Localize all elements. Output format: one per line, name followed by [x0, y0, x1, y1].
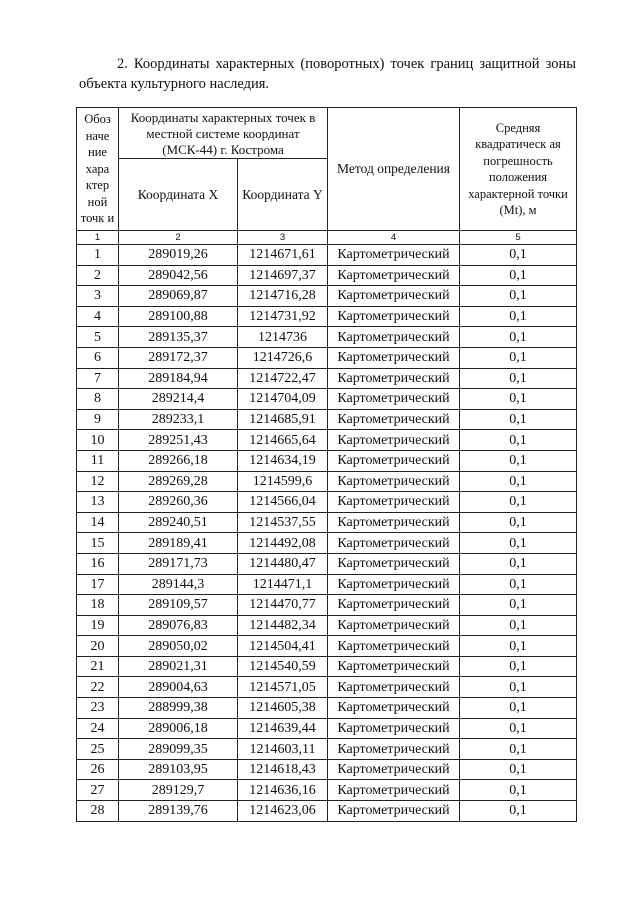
coordinate-x-cell: 289021,31	[119, 656, 238, 677]
method-cell: Картометрический	[328, 780, 460, 801]
mean-error-cell: 0,1	[460, 471, 577, 492]
point-number-cell: 17	[77, 574, 119, 595]
table-row	[77, 409, 577, 430]
table-row	[77, 245, 577, 266]
method-cell: Картометрический	[328, 245, 460, 266]
coordinate-x-cell: 289076,83	[119, 615, 238, 636]
method-cell: Картометрический	[328, 512, 460, 533]
point-number-cell: 3	[77, 286, 119, 307]
point-number-cell: 24	[77, 718, 119, 739]
point-number-cell: 27	[77, 780, 119, 801]
point-number-cell: 18	[77, 595, 119, 616]
table-row	[77, 739, 577, 760]
mean-error-cell: 0,1	[460, 409, 577, 430]
point-number-cell: 19	[77, 615, 119, 636]
coordinate-x-cell: 289050,02	[119, 636, 238, 657]
coordinate-y-cell: 1214540,59	[238, 656, 328, 677]
header-coordinate-y: Координата Y	[238, 159, 328, 231]
mean-error-cell: 0,1	[460, 739, 577, 760]
table-row	[77, 615, 577, 636]
table-row	[77, 430, 577, 451]
point-number-cell: 23	[77, 698, 119, 719]
method-cell: Картометрический	[328, 553, 460, 574]
method-cell: Картометрический	[328, 533, 460, 554]
coordinate-x-cell: 289233,1	[119, 409, 238, 430]
coordinate-y-cell: 1214470,77	[238, 595, 328, 616]
table-row	[77, 471, 577, 492]
method-cell: Картометрический	[328, 615, 460, 636]
coordinate-x-cell: 289019,26	[119, 245, 238, 266]
point-number-cell: 10	[77, 430, 119, 451]
coordinate-x-cell: 289069,87	[119, 286, 238, 307]
coordinate-x-cell: 289129,7	[119, 780, 238, 801]
method-cell: Картометрический	[328, 492, 460, 513]
method-cell: Картометрический	[328, 347, 460, 368]
point-number-cell: 13	[77, 492, 119, 513]
column-number: 4	[328, 231, 460, 245]
point-number-cell: 22	[77, 677, 119, 698]
point-number-cell: 21	[77, 656, 119, 677]
point-number-cell: 16	[77, 553, 119, 574]
point-number-cell: 20	[77, 636, 119, 657]
mean-error-cell: 0,1	[460, 574, 577, 595]
coordinate-y-cell: 1214697,37	[238, 265, 328, 286]
coordinate-x-cell: 289172,37	[119, 347, 238, 368]
mean-error-cell: 0,1	[460, 265, 577, 286]
mean-error-cell: 0,1	[460, 389, 577, 410]
point-number-cell: 5	[77, 327, 119, 348]
mean-error-cell: 0,1	[460, 245, 577, 266]
column-number: 5	[460, 231, 577, 245]
method-cell: Картометрический	[328, 306, 460, 327]
method-cell: Картометрический	[328, 389, 460, 410]
header-coordinates-group: Координаты характерных точек в местной системе координат (МСК-44) г. Кострома	[119, 108, 328, 159]
mean-error-cell: 0,1	[460, 656, 577, 677]
coordinate-x-cell: 289240,51	[119, 512, 238, 533]
coordinate-x-cell: 289139,76	[119, 801, 238, 822]
coordinate-y-cell: 1214736	[238, 327, 328, 348]
point-number-cell: 1	[77, 245, 119, 266]
coordinate-x-cell: 289103,95	[119, 759, 238, 780]
mean-error-cell: 0,1	[460, 677, 577, 698]
method-cell: Картометрический	[328, 430, 460, 451]
header-point-designation: Обоз наче ние хара ктер ной точк и	[77, 108, 119, 231]
coordinate-y-cell: 1214726,6	[238, 347, 328, 368]
coordinate-x-cell: 288999,38	[119, 698, 238, 719]
coordinate-x-cell: 289135,37	[119, 327, 238, 348]
coordinate-x-cell: 289004,63	[119, 677, 238, 698]
mean-error-cell: 0,1	[460, 430, 577, 451]
mean-error-cell: 0,1	[460, 327, 577, 348]
point-number-cell: 11	[77, 450, 119, 471]
method-cell: Картометрический	[328, 677, 460, 698]
table-row	[77, 450, 577, 471]
method-cell: Картометрический	[328, 574, 460, 595]
coordinate-y-cell: 1214685,91	[238, 409, 328, 430]
table-row	[77, 801, 577, 822]
table-row	[77, 718, 577, 739]
mean-error-cell: 0,1	[460, 636, 577, 657]
table-row	[77, 759, 577, 780]
coordinate-y-cell: 1214571,05	[238, 677, 328, 698]
point-number-cell: 28	[77, 801, 119, 822]
table-row	[77, 677, 577, 698]
method-cell: Картометрический	[328, 450, 460, 471]
method-cell: Картометрический	[328, 595, 460, 616]
table-row	[77, 636, 577, 657]
mean-error-cell: 0,1	[460, 492, 577, 513]
coordinate-y-cell: 1214639,44	[238, 718, 328, 739]
table-row	[77, 306, 577, 327]
coordinate-y-cell: 1214482,34	[238, 615, 328, 636]
coordinate-x-cell: 289006,18	[119, 718, 238, 739]
table-header-row	[77, 108, 577, 159]
method-cell: Картометрический	[328, 759, 460, 780]
coordinate-y-cell: 1214480,47	[238, 553, 328, 574]
method-cell: Картометрический	[328, 471, 460, 492]
mean-error-cell: 0,1	[460, 347, 577, 368]
method-cell: Картометрический	[328, 718, 460, 739]
mean-error-cell: 0,1	[460, 615, 577, 636]
mean-error-cell: 0,1	[460, 698, 577, 719]
section-heading: 2. Координаты характерных (поворотных) точек границ защитной зоны объекта культурного наследия.	[79, 56, 576, 92]
mean-error-cell: 0,1	[460, 759, 577, 780]
coordinate-y-cell: 1214471,1	[238, 574, 328, 595]
coordinate-y-cell: 1214671,61	[238, 245, 328, 266]
mean-error-cell: 0,1	[460, 450, 577, 471]
coordinate-x-cell: 289144,3	[119, 574, 238, 595]
coordinate-y-cell: 1214623,06	[238, 801, 328, 822]
point-number-cell: 25	[77, 739, 119, 760]
point-number-cell: 12	[77, 471, 119, 492]
coordinate-y-cell: 1214636,16	[238, 780, 328, 801]
coordinate-x-cell: 289042,56	[119, 265, 238, 286]
coordinate-x-cell: 289260,36	[119, 492, 238, 513]
column-number: 3	[238, 231, 328, 245]
coordinate-x-cell: 289171,73	[119, 553, 238, 574]
method-cell: Картометрический	[328, 656, 460, 677]
table-row	[77, 327, 577, 348]
table-row	[77, 286, 577, 307]
table-row	[77, 347, 577, 368]
coordinate-x-cell: 289266,18	[119, 450, 238, 471]
coordinate-x-cell: 289109,57	[119, 595, 238, 616]
table-row	[77, 595, 577, 616]
mean-error-cell: 0,1	[460, 512, 577, 533]
coordinate-y-cell: 1214603,11	[238, 739, 328, 760]
coordinate-y-cell: 1214504,41	[238, 636, 328, 657]
method-cell: Картометрический	[328, 409, 460, 430]
mean-error-cell: 0,1	[460, 368, 577, 389]
point-number-cell: 9	[77, 409, 119, 430]
coordinate-x-cell: 289100,88	[119, 306, 238, 327]
mean-error-cell: 0,1	[460, 286, 577, 307]
point-number-cell: 15	[77, 533, 119, 554]
table-row	[77, 780, 577, 801]
mean-error-cell: 0,1	[460, 553, 577, 574]
column-number: 1	[77, 231, 119, 245]
coordinate-y-cell: 1214566,04	[238, 492, 328, 513]
coordinate-x-cell: 289251,43	[119, 430, 238, 451]
header-method: Метод определения	[328, 108, 460, 231]
method-cell: Картометрический	[328, 698, 460, 719]
column-number-row	[77, 231, 577, 245]
coordinate-x-cell: 289099,35	[119, 739, 238, 760]
point-number-cell: 14	[77, 512, 119, 533]
coordinate-y-cell: 1214599,6	[238, 471, 328, 492]
point-number-cell: 7	[77, 368, 119, 389]
mean-error-cell: 0,1	[460, 533, 577, 554]
coordinate-y-cell: 1214605,38	[238, 698, 328, 719]
coordinate-x-cell: 289214,4	[119, 389, 238, 410]
table-row	[77, 512, 577, 533]
mean-error-cell: 0,1	[460, 306, 577, 327]
coordinate-x-cell: 289269,28	[119, 471, 238, 492]
coordinate-y-cell: 1214731,92	[238, 306, 328, 327]
header-coordinate-x: Координата X	[119, 159, 238, 231]
point-number-cell: 2	[77, 265, 119, 286]
coordinate-y-cell: 1214492,08	[238, 533, 328, 554]
point-number-cell: 26	[77, 759, 119, 780]
coordinate-y-cell: 1214665,64	[238, 430, 328, 451]
column-number: 2	[119, 231, 238, 245]
table-row	[77, 656, 577, 677]
method-cell: Картометрический	[328, 801, 460, 822]
mean-error-cell: 0,1	[460, 801, 577, 822]
header-mean-error: Средняя квадратическ ая погрешность положения характерной точки (Mt), м	[460, 108, 577, 231]
coordinate-x-cell: 289184,94	[119, 368, 238, 389]
method-cell: Картометрический	[328, 327, 460, 348]
table-row	[77, 492, 577, 513]
method-cell: Картометрический	[328, 636, 460, 657]
coordinate-y-cell: 1214618,43	[238, 759, 328, 780]
mean-error-cell: 0,1	[460, 718, 577, 739]
method-cell: Картометрический	[328, 368, 460, 389]
coordinate-y-cell: 1214716,28	[238, 286, 328, 307]
table-row	[77, 389, 577, 410]
coordinate-x-cell: 289189,41	[119, 533, 238, 554]
table-row	[77, 265, 577, 286]
coordinate-y-cell: 1214537,55	[238, 512, 328, 533]
table-row	[77, 574, 577, 595]
mean-error-cell: 0,1	[460, 780, 577, 801]
coordinates-table	[76, 107, 577, 822]
point-number-cell: 8	[77, 389, 119, 410]
point-number-cell: 4	[77, 306, 119, 327]
coordinate-y-cell: 1214634,19	[238, 450, 328, 471]
table-row	[77, 533, 577, 554]
coordinate-y-cell: 1214704,09	[238, 389, 328, 410]
table-row	[77, 698, 577, 719]
mean-error-cell: 0,1	[460, 595, 577, 616]
point-number-cell: 6	[77, 347, 119, 368]
table-row	[77, 553, 577, 574]
method-cell: Картометрический	[328, 286, 460, 307]
method-cell: Картометрический	[328, 739, 460, 760]
coordinate-y-cell: 1214722,47	[238, 368, 328, 389]
table-row	[77, 368, 577, 389]
method-cell: Картометрический	[328, 265, 460, 286]
